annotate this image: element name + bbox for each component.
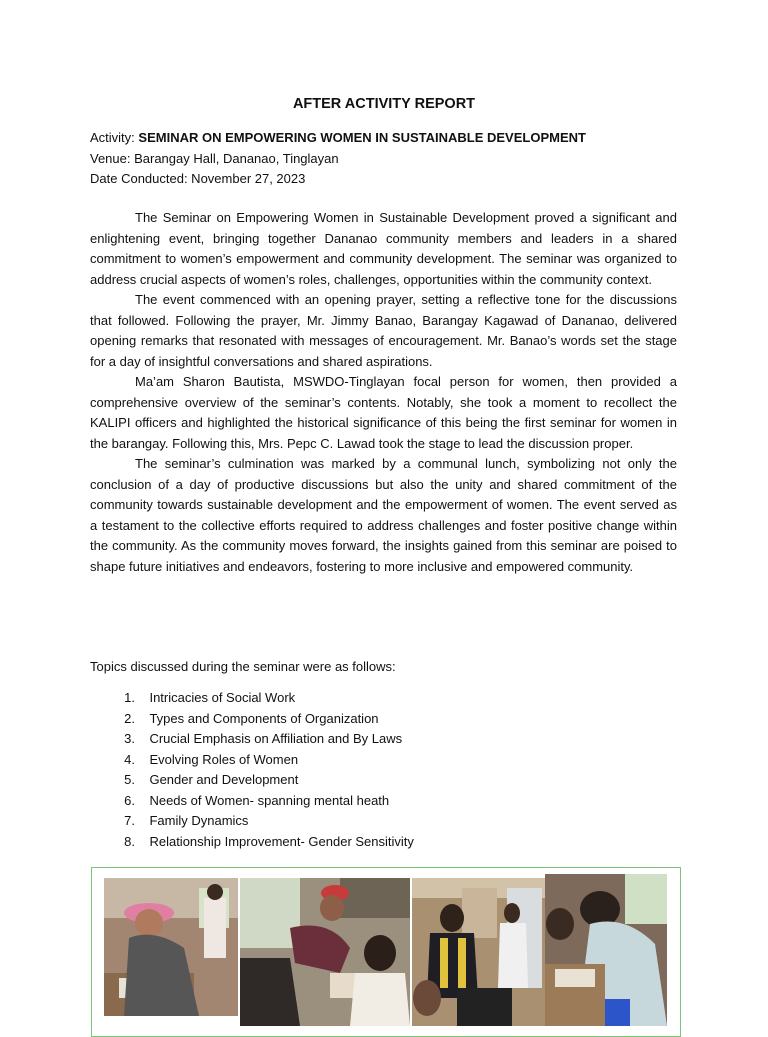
topics-list <box>90 688 414 852</box>
list-item <box>90 832 414 853</box>
seminar-photo <box>545 874 667 1026</box>
list-number: 5. <box>124 772 135 787</box>
list-item <box>90 750 414 771</box>
report-body <box>90 208 677 577</box>
list-number: 7. <box>124 813 135 828</box>
list-number: 3. <box>124 731 135 746</box>
venue-line: Venue: Barangay Hall, Dananao, Tinglayan <box>90 150 339 166</box>
report-meta <box>90 128 586 190</box>
list-text: Types and Components of Organization <box>149 710 379 726</box>
activity-line <box>90 128 586 149</box>
activity-label: Activity: <box>90 130 139 145</box>
list-item <box>90 709 414 730</box>
list-number: 4. <box>124 751 135 767</box>
activity-value: SEMINAR ON EMPOWERING WOMEN IN SUSTAINABLE DEVELOPMENT <box>138 130 586 145</box>
paragraph: The event commenced with an opening prayer, setting a reflective tone for the discussions that followed. Following the prayer, Mr. Jimmy Banao, Barangay Kagawad of Dananao, delivered opening remarks that resonated with messages of encouragement. Mr. Banao’s words set the stage for a day of insightful conversations and shared aspirations. <box>90 292 677 369</box>
list-text: Family Dynamics <box>149 813 249 828</box>
list-number: 1. <box>124 690 135 705</box>
seminar-photo <box>104 878 238 1016</box>
list-number: 6. <box>124 792 135 808</box>
list-text: Needs of Women- spanning mental heath <box>149 792 390 808</box>
report-title: AFTER ACTIVITY REPORT <box>292 96 476 112</box>
list-text: Evolving Roles of Women <box>149 751 299 767</box>
list-text: Gender and Development <box>149 772 299 787</box>
list-number: 2. <box>124 710 135 726</box>
list-text: Intricacies of Social Work <box>149 690 296 705</box>
paragraph: The Seminar on Empowering Women in Sustainable Development proved a significant and enlightening event, bringing together Dananao community members and leaders in a shared commitment to women’s empowerment and community development. The seminar was organized to address crucial aspects of women’s roles, challenges, opportunities within the community context. <box>90 210 677 287</box>
list-text: Crucial Emphasis on Affiliation and By Laws <box>149 731 403 746</box>
list-item <box>90 791 414 812</box>
list-number: 8. <box>124 833 135 849</box>
list-item <box>90 688 414 709</box>
seminar-photo <box>240 878 410 1026</box>
topics-intro: Topics discussed during the seminar were as follows: <box>90 659 396 674</box>
list-item <box>90 770 414 791</box>
paragraph: Ma’am Sharon Bautista, MSWDO-Tinglayan focal person for women, then provided a comprehensive overview of the seminar’s contents. Notably, she took a moment to recollect the KALIPI officers and highlighted the historical significance of this being the first seminar for women in the barangay. Following this, Mrs. Pepc C. Lawad took the stage to lead the discussion proper. <box>90 374 677 451</box>
list-text: Relationship Improvement- Gender Sensitivity <box>149 833 414 849</box>
date-line: Date Conducted: November 27, 2023 <box>90 171 306 186</box>
list-item <box>90 729 414 750</box>
paragraph: The seminar’s culmination was marked by a communal lunch, symbolizing not only the conclusion of a day of productive discussions but also the unity and shared commitment of the community towards sustainable development and the empowerment of women. The event served as a testament to the collective efforts required to address challenges and foster positive change within the community. As the community moves forward, the insights gained from this seminar are poised to shape future initiatives and endeavors, fostering to more inclusive and empowered community. <box>90 456 677 574</box>
photo-collage <box>91 867 681 1037</box>
seminar-photo <box>412 878 545 1026</box>
list-item <box>90 811 414 832</box>
